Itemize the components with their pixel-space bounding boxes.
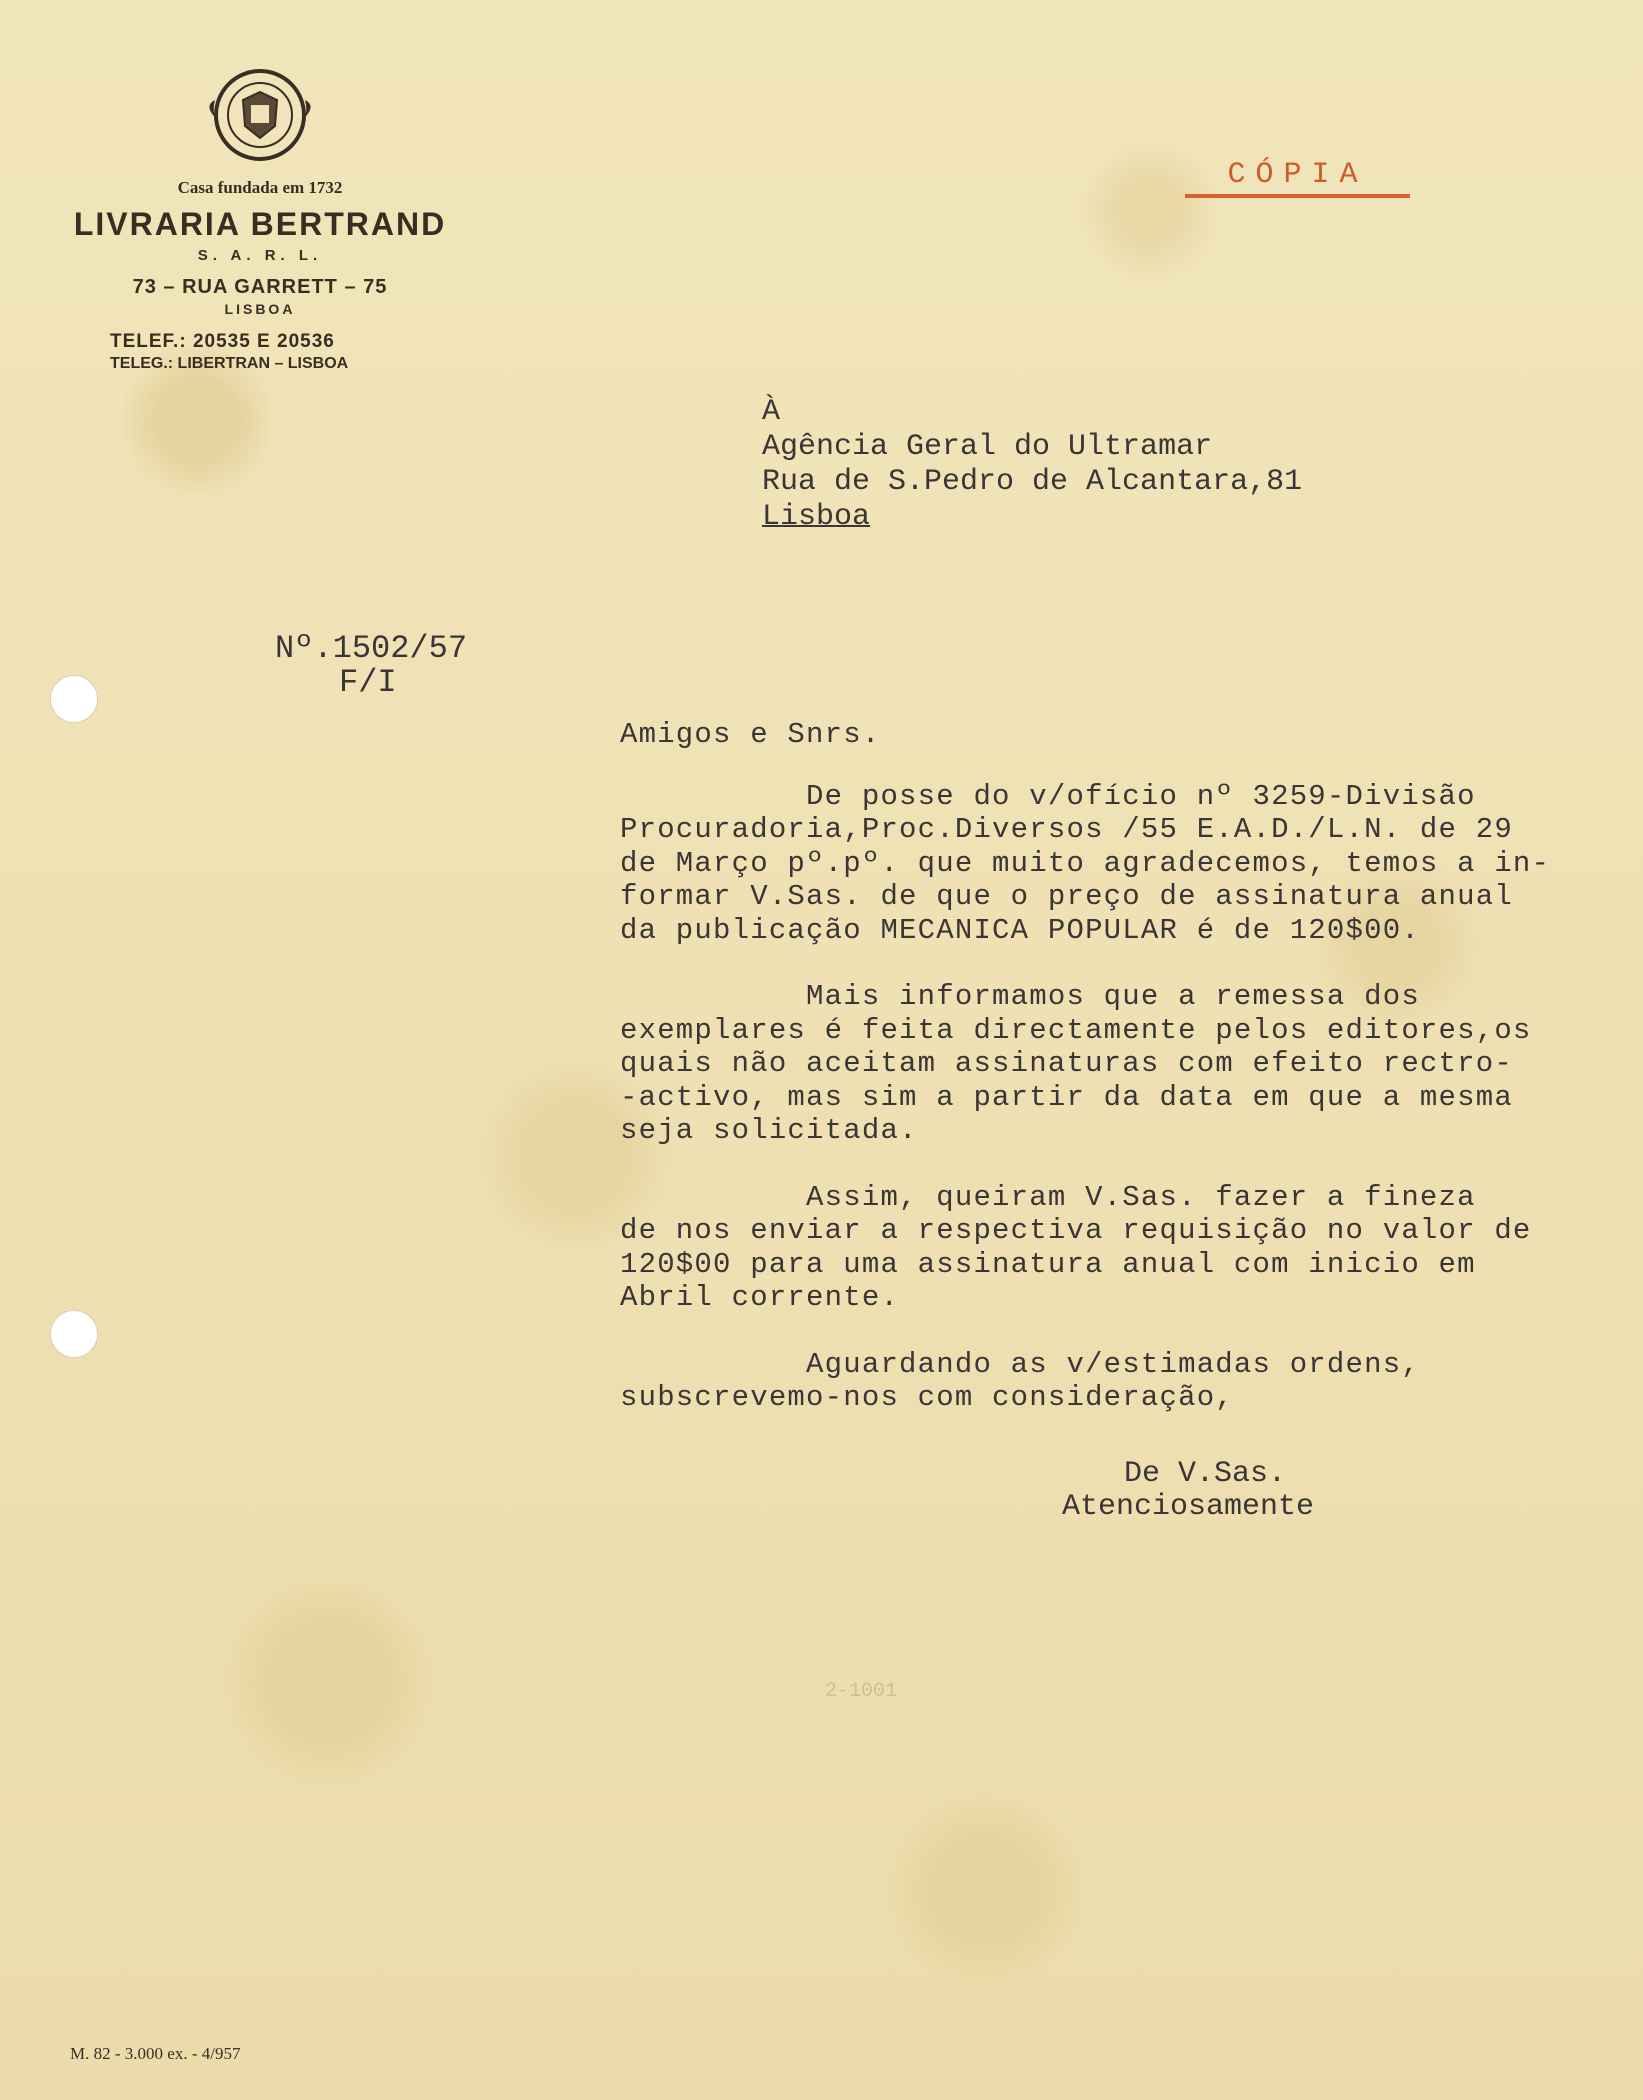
recipient-name: Agência Geral do Ultramar (762, 430, 1213, 464)
company-telegram: TELEG.: LIBERTRAN – LISBOA (110, 355, 349, 372)
body-line: -activo, mas sim a partir da data em que a mesma (620, 1080, 1513, 1114)
body-line: exemplares é feita directamente pelos editores,os (620, 1013, 1532, 1047)
legal-form: S. A. R. L. (197, 247, 323, 264)
letterhead (40, 60, 480, 373)
body-line: seja solicitada. (620, 1114, 918, 1147)
body-line: de Março pº.pº. que muito agradecemos, temos a in- (620, 846, 1551, 880)
body-line: de nos enviar a respectiva requisição no valor de (620, 1214, 1532, 1247)
body-line: De posse do v/ofício nº 3259-Divisão (620, 779, 1476, 813)
body-line: quais não aceitam assinaturas com efeito rectro- (620, 1047, 1513, 1080)
body-line: 120$00 para uma assinatura anual com inicio em (620, 1247, 1476, 1281)
company-address: 73 – RUA GARRETT – 75 (132, 276, 388, 298)
reference-initials: F/I (339, 664, 397, 701)
body-line: da publicação MECANICA POPULAR é de 120$00. (620, 913, 1420, 947)
faint-stamp: 2-1001 (825, 1680, 898, 1703)
closing-block (1062, 1458, 1314, 1524)
company-city: LISBOA (224, 301, 296, 317)
punch-hole-bottom (50, 1310, 98, 1358)
reference-block (275, 632, 467, 700)
salutation: Amigos e Snrs. (620, 718, 881, 751)
closing-line-2: Atenciosamente (1062, 1490, 1315, 1524)
company-name: LIVRARIA BERTRAND (73, 206, 447, 242)
recipient-street: Rua de S.Pedro de Alcantara,81 (762, 465, 1303, 499)
recipient-prefix: À (762, 395, 781, 429)
copy-mark: CÓPIA (1185, 158, 1410, 198)
body-line: Assim, queiram V.Sas. fazer a fineza (620, 1180, 1476, 1214)
body-line: Procuradoria,Proc.Diversos /55 E.A.D./L.N. de 29 (620, 813, 1513, 846)
body-line: Aguardando as v/estimadas ordens, (620, 1347, 1420, 1381)
body-line: Abril corrente. (620, 1281, 900, 1314)
closing-line-1: De V.Sas. (1124, 1457, 1287, 1491)
body-line: formar V.Sas. de que o preço de assinatura anual (620, 880, 1513, 913)
paragraph-2 (620, 980, 1630, 1148)
bertrand-seal-icon (205, 60, 315, 170)
paragraph-3 (620, 1181, 1630, 1315)
body-line: Mais informamos que a remessa dos (620, 980, 1420, 1013)
paragraph-4 (620, 1348, 1630, 1415)
company-phone: TELEF.: 20535 E 20536 (110, 331, 335, 352)
letter-body (620, 718, 1630, 1415)
punch-hole-top (50, 675, 98, 723)
recipient-block (762, 395, 1302, 535)
printer-mark: M. 82 - 3.000 ex. - 4/957 (70, 2044, 241, 2063)
founded-line: Casa fundada em 1732 (177, 178, 343, 197)
reference-number: Nº.1502/57 (275, 630, 468, 667)
recipient-city: Lisboa (762, 500, 871, 534)
body-line: subscrevemo-nos com consideração, (620, 1381, 1234, 1414)
paragraph-1 (620, 780, 1630, 948)
